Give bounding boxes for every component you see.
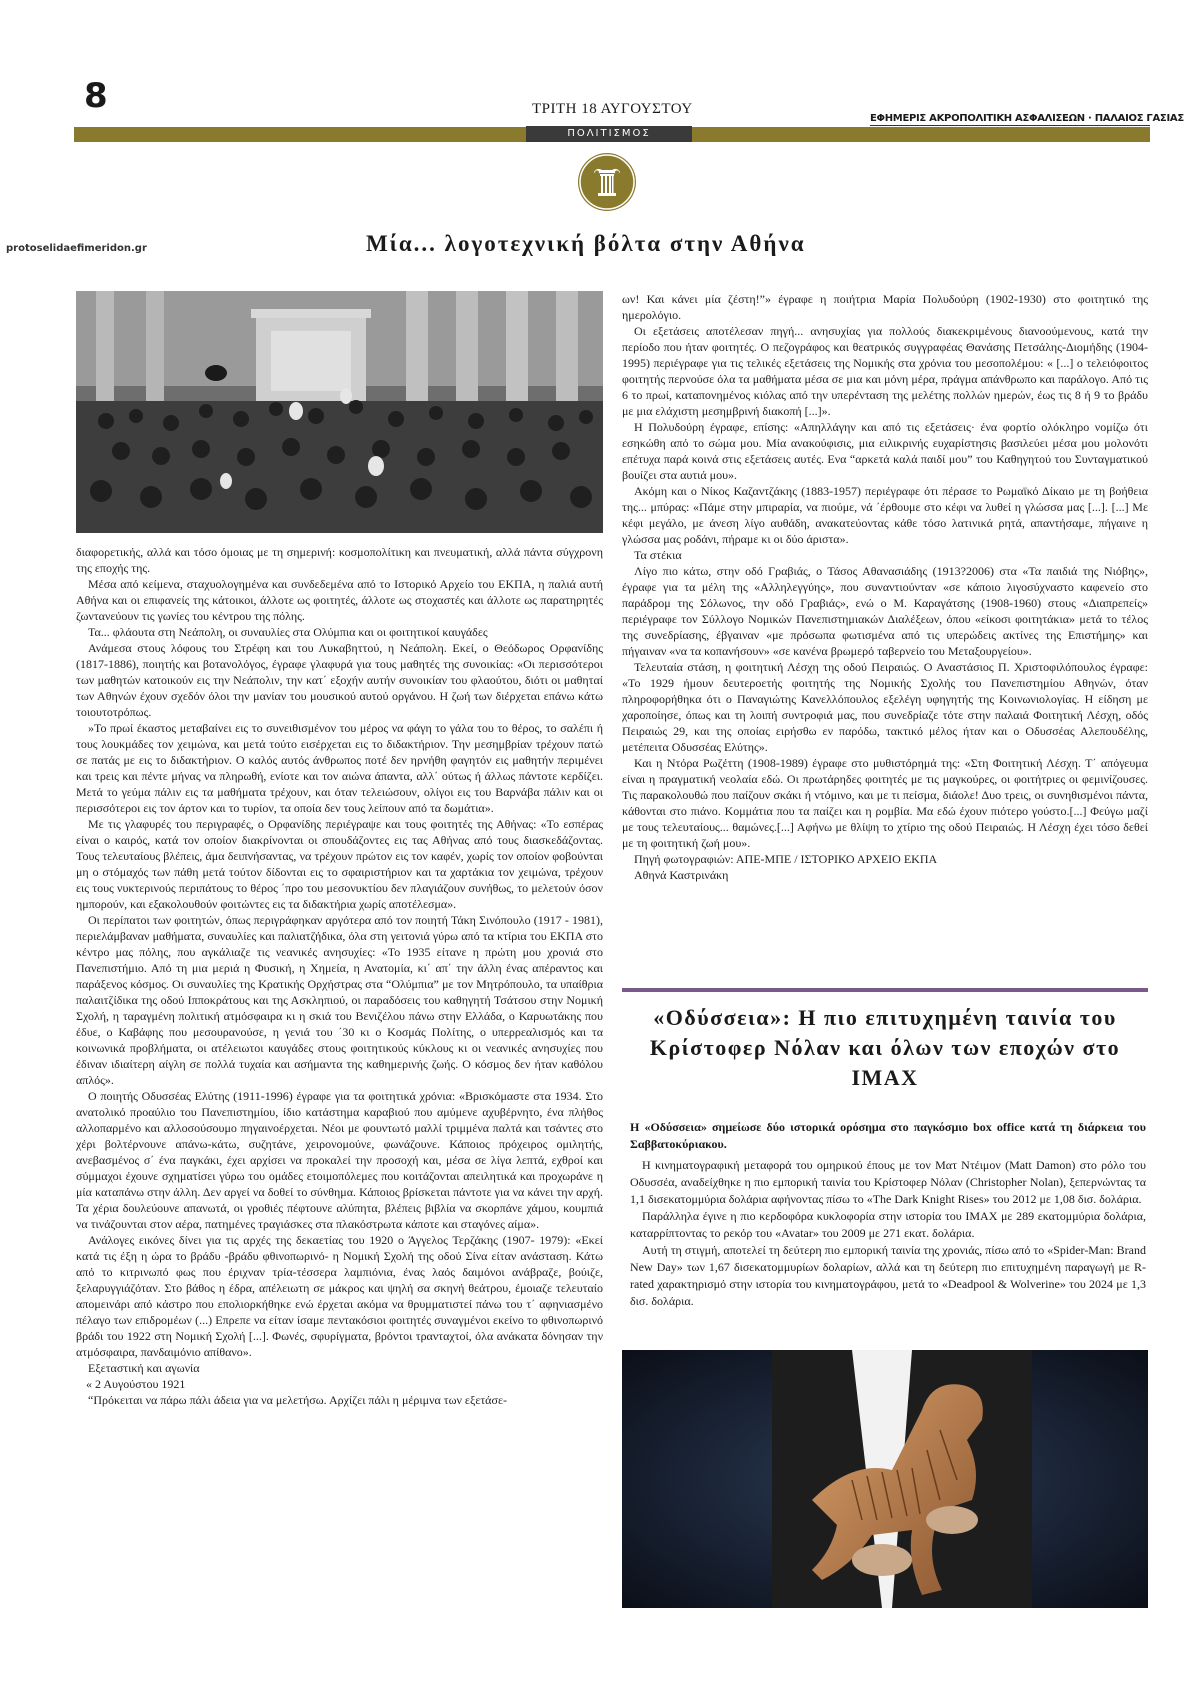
article-right-column xyxy=(622,291,1148,985)
trojan-horse-photo xyxy=(622,1350,1148,1608)
photo-credit: Πηγή φωτογραφιών: ΑΠΕ-ΜΠΕ / ΙΣΤΟΡΙΚΟ ΑΡΧΕΙΟ ΕΚΠΑ xyxy=(634,852,938,866)
paragraph: Και η Ντόρα Ρωζέττη (1908-1989) έγραφε στο μυθιστόρημά της: «Στη Φοιτητική Λέσχη. Τ΄ απόγευμα είναι η πραγματική νεολαία εδώ. Οι πρωτάρηδες φοιτητές με τις μαγκούρες, οι φοιτήτριες οι φεμινίζουσες. Τις παρακολουθώ που παίζουν σκάκι ή ντόμινο, και με τι πείσμα, διάολε! Δυο τρεις, οι συνηθισμένοι πάντα, κάθονται στο πιάνο. Κομμάτια που τα παίζει και η ρομβία. Μα εδώ έχουν πιότερο γούστο.[...] Φεύγω μαζί με τους τελευταίους... θαμώνες.[...] Αφήνω με θλίψη το χτίριο της οδού Πειραιώς. Η Λέσχη έχει τόσο δεθεί με τη φοιτητική ζωή μου». xyxy=(622,756,1148,850)
paragraph: “Πρόκειται να πάρω πάλι άδεια για να μελετήσω. Αρχίζει πάλι η μέριμνα των εξετάσε- xyxy=(88,1393,507,1407)
film-article-body xyxy=(630,1157,1146,1310)
paragraph: ων! Και κάνει μία ζέστη!”» έγραφε η ποιήτρια Μαρία Πολυδούρη (1902-1930) στο φοιτητικό της ημερολόγιο. xyxy=(622,292,1148,322)
paragraph: »Το πρωί έκαστος μεταβαίνει εις το συνειθισμένον του μέρος να φάγη το γάλα του το θέρος, το σαλέπι ή τους λουκμάδες τον χειμώνα, και μετά τούτο εισέρχεται εις το διδακτήριον. Την μεσημβρίαν τρέχουν πατώ σε πατάς με εις το διδακτήριον. Ο καλός αυτός άνθρωπος ποτέ δεν ηρνήθη φαγητόν εις μαθητήν περιμένει και τρεις και πέντε μήνας να πληρωθή, ενίοτε και τον αιώνα άπαντα, αλλ΄ ούτως ή άλλως πάντοτε κερδίζει. Μετά το γεύμα πάλιν εις τα μαθήματα τρέχουν, και όταν τελειώσουν, ολίγοι εις του Βαρνάβα πάλιν και οι περισσότεροι εις τον άρτον και το τυρίον, τα οποία δεν τους λείπουν από τα δωμάτια». xyxy=(76,721,603,815)
paragraph: Οι περίπατοι των φοιτητών, όπως περιγράφηκαν αργότερα από τον ποιητή Τάκη Σινόπουλο (1917 - 1981), περιελάμβαναν μαθήματα, συναυλίες και παλιατζήδικα, όλα στη γειτονιά γύρω από τα κτίρια του ΕΚΠΑ στο κέντρο μας πόλης, που αγκάλιαζε τις νεανικές ανησυχίες: «Το 1935 είτανε η πρώτη μου χρονιά στο Πανεπιστήμιο. Από τη μια μεριά η Φυσική, η Χημεία, η Ανατομία, κι΄ απ΄ την άλλη ένας απέραντος και παράξενος κόσμος. Οι συναυλίες της Κρατικής Ορχήστρας στα “Ολύμπια” με τον Μητρόπουλο, τα υπαίθρια παλαιτζίδικα της οδού Ιπποκράτους και της Ασκληπιού, οι παραδόσεις του καθηγητή Τσάτσου στην Νομική Σχολή, η ταραγμένη πολιτική ατμόσφαιρα κι η σκιά του Βενιζέλου πάνω στην Ελλάδα, ο Καρυωτάκης που έδυε, ο Καβάφης που μεσουρανούσε, η γενιά του ΄30 κι ο Κοσμάς Πολίτης, ο υπερρεαλισμός και τα κοινωνικά προβλήματα, οι ατέλειωτοι καυγάδες στους φοιτητικούς κύκλους κι οι νεανικές ανησυχίες που έδιναν ιδιαίτερη αίγλη σε πολλά τυχαία και ασήμαντα της καθημερινής ζωής. Ο κόσμος δεν ήταν καθόλου απλός». xyxy=(76,913,603,1087)
issue-date: ΤΡΙΤΗ 18 ΑΥΓΟΥΣΤΟΥ xyxy=(532,101,693,117)
paragraph: Η κινηματογραφική μεταφορά του ομηρικού έπους με τον Ματ Ντέιμον (Matt Damon) στο ρόλο του Οδυσσέα, αναδείχθηκε η πιο εμπορική ταινία του Κρίστοφερ Νόλαν (Christopher Nolan), ξεπερνώντας τα 1,1 δισεκατομμύρια δολάρια αφήνοντας πίσω το «The Dark Knight Rises» του 2012 με 1,08 δισ. δολάρια. xyxy=(630,1158,1146,1206)
paragraph: Λίγο πιο κάτω, στην οδό Γραβιάς, ο Τάσος Αθανασιάδης (1913?2006) στα «Τα παιδιά της Νιόβης», έγραφε για τα μέλη της «Αλληλεγγύης», που συναντιούνταν «σε κάποιο λιγοσύχναστο καφενείο στο παράδρομ της Σόλωνος, την οδό Γραβιάς», ενώ ο Μ. Καραγάτσης (1908-1960) στους «Διαπρεπείς» περιέγραφε τον Σύλλογο Νομικών Πανεπιστημιακών Διαλέξεων, όπου «είκοσι φοιτητάκια» μετά το τέλος της συνεδρίασης, έβγαιναν «με πρόσωπα φωτισμένα από τις υπερώδεις ακτίνες της Επιστήμης» και πήγαιναν «να τα κοπανήσουν» «σε κανένα βρωμερό ταβερνείο του Μεταξουργείου». xyxy=(622,564,1148,658)
paragraph: Οι εξετάσεις αποτέλεσαν πηγή... ανησυχίας για πολλούς διακεκριμένους διανοούμενους, κατά την περίοδο που ήταν φοιτητές. Ο πεζογράφος και θεατρικός συγγραφέας Θανάσης Πετσάλης-Διομήδης (1904-1995) περιέγραφε για τις τελικές εξετάσεις της Νομικής στα χρόνια του μεσοπολέμου: « [...] ο τελειόφοιτος φοιτητής περνούσε όλα τα μαθήματα μέσα σε μια και μόνη μέρα, πράγμα απάνθρωπο και παράλογο. Από τις 6 το πρωί, καταπονημένος κιόλας από την υπερένταση της μελέτης πολλών ημερών, έως τις 8 ή 9 το βράδυ με μια ελάχιστη μεσημβρινή διακοπή [...]». xyxy=(622,324,1148,418)
article-title: Μία... λογοτεχνική βόλτα στην Αθήνα xyxy=(366,231,806,256)
paragraph: Μέσα από κείμενα, σταχυολογημένα και συνδεδεμένα από το Ιστορικό Αρχείο του ΕΚΠΑ, η παλιά αυτή Αθήνα και οι επιφανείς της κάτοικοι, άλλοτε ως φοιτητές, άλλοτε ως στοχαστές και άλλοτε ως παρατηρητές ζωντανεύουν τις γωνίες του κέντρου της πόλης. xyxy=(76,577,603,623)
paragraph: Η Πολυδούρη έγραφε, επίσης: «Απηλλάγην και από τις εξετάσεις· ένα φορτίο ολόκληρο νομίζω ότι εσηκώθη από το σώμα μου. Μία ανακούφισις, μια ειλικρινής ευχαρίστησις βασιλεύει μέσα μου μολονότι επέτυχα παρά κοινά στις εξετάσεις αυτές. Ενα “αρκετά καλά παιδί μου” του Καθηγητού του Συνταγματικού βουίζει στα αυτιά μου». xyxy=(622,420,1148,482)
paragraph: Ακόμη και ο Νίκος Καζαντζάκης (1883-1957) περιέγραφε ότι πέρασε το Ρωμαϊκό Δίκαιο με τη βοήθεια της... μπύρας: «Πάμε στην μπιραρία, να πιούμε, νά ΄έρθουμε στο κέφι να λυθεί η γλώσσα μας [...]. [...] Με κέφι μεγάλο, με άνεση λίγο αυθάδη, ανακατεύοντας κάθε τόσο λατινικά ρητά, απαντήσαμε, πήγαινε η γλώσσα μας ροδάνι, πήραμε κι οι δύο άριστα». xyxy=(622,484,1148,546)
subheading: Εξεταστική και αγωνία xyxy=(88,1361,200,1375)
paragraph: Με τις γλαφυρές του περιγραφές, ο Ορφανίδης περιέγραψε και τους φοιτητές της Αθήνας: «Το εσπέρας είναι ο καιρός, κατά τον οποίον διακρίνονται οι σπουδάζοντες εις τας Αθήνας από τους διασκεδάζοντας. Τους τελευταίους βλέπεις, άμα δειπνήσαντας, να τρέχουν πρώτον εις τον καφέν, χωρίς τον οποίον φοβούνται μη ο στόμαχός των πάθη μετά τούτον δίδονται εις το σφαιριστήριον και τα χαρτάκια τον χειμώνα, τρέχουν εις τους νυκτερινούς περιπάτους το θέρος ΄προ του μεσονυκτίου δεν πλαγιάζουν συνήθως, το μελετούν όσον ημπορούν, και εξακολουθούν φοιτώντες εις τα διδακτήρια χωρίς αποτέλεσμα». xyxy=(76,817,603,911)
article-divider xyxy=(622,988,1148,992)
film-article-lead: Η «Οδύσσεια» σημείωσε δύο ιστορικά ορόσημα στο παγκόσμιο box office κατά τη διάρκεια του Σαββατοκύριακου. xyxy=(630,1120,1146,1151)
paragraph: Αυτή τη στιγμή, αποτελεί τη δεύτερη πιο εμπορική ταινία της χρονιάς, πίσω από το «Spider-Man: Brand New Day» των 1,67 δισεκατομμυρίων δολαρίων, αλλά και τη δεύτερη πιο επιτυχημένη παραγωγή με R-rated χαρακτηρισμό στην ιστορία του κινηματογράφου, μετά το «Deadpool & Wolverine» του 2024 με 1,3 δισ. δολάρια. xyxy=(630,1243,1146,1308)
paragraph: Παράλληλα έγινε η πιο κερδοφόρα κυκλοφορία στην ιστορία του IMAX με 289 εκατομμύρια δολάρια, καταρρίπτοντας το ρεκόρ του «Avatar» του 2009 με 271 εκατ. δολάρια. xyxy=(630,1209,1146,1240)
paragraph: διαφορετικής, αλλά και τόσο όμοιας με τη σημερινή: κοσμοπολίτικη και πνευματική, αλλά πάντα σύγχρονη της εποχής της. xyxy=(76,545,603,575)
site-watermark: protoselidaefimeridon.gr xyxy=(6,243,147,254)
ionic-column-icon xyxy=(578,153,636,211)
paragraph: Ανάμεσα στους λόφους του Στρέφη και του Λυκαβηττού, η Νεάπολη. Εκεί, ο Θεόδωρος Ορφανίδης (1817-1886), ποιητής και βοτανολόγος, έγραφε γλαφυρά για τους μαθητές της συνοικίας: «Οι περισσότεροι των μαθητών κατοικούν εις την Νεάπολιν, την κατ΄ εξοχήν αυτήν συνοικίαν του φλαούτου, διότι οι μαθηταί των Αθηνών έχουν σχεδόν όλοι την μανίαν του μουσικού αυτού οργάνου. Η ζωή των διέρχεται επάνω κάτω τοιουτοτρόπως. xyxy=(76,641,603,719)
historic-crowd-photo xyxy=(76,291,603,533)
subheading: Τα... φλάουτα στη Νεάπολη, οι συναυλίες στα Ολύμπια και οι φοιτητικοί καυγάδες xyxy=(88,625,488,639)
author-byline: Αθηνά Καστρινάκη xyxy=(634,868,729,882)
section-label: ΠΟΛΙΤΙΣΜΟΣ xyxy=(526,126,692,142)
newspaper-masthead: ΕΦΗΜΕΡΙΣ ΑΚΡΟΠΟΛΙΤΙΚΗ ΑΣΦΑΛΙΣΕΩΝ · ΠΑΛΑΙΟΣ ΓΑΣΙΑΣ xyxy=(870,113,1184,124)
paragraph: Τελευταία στάση, η φοιτητική Λέσχη της οδού Πειραιώς. Ο Αναστάσιος Π. Χριστοφιλόπουλος έγραφε: «Το 1929 ήμουν δευτεροετής φοιτητής της Νομικής Σχολής του Πανεπιστημίου Αθηνών, όταν πληροφορήθηκα ότι ο Παναγιώτης Κανελλόπουλος εξελέγη υφηγητής της Κοινωνιολογίας. Η είδηση με χαροποίησε, όπως και τη λοιπή συντροφιά μας, που συνεδρίαζε τότε στην παλαιά Φοιτητική Λέσχη, οδός Πειραιώς 29, και της οποίας ειρήσθω εν παρόδω, τακτικό μέλος ήταν και ο Οδυσσέας Αλεπουδέλης, μετέπειτα Οδυσσέας Ελύτης». xyxy=(622,660,1148,754)
film-article-title: «Οδύσσεια»: Η πιο επιτυχημένη ταινία του Κρίστοφερ Νόλαν και όλων των εποχών στο IMAX xyxy=(649,1005,1121,1090)
page-number: 8 xyxy=(84,76,107,116)
subheading: Τα στέκια xyxy=(634,548,682,562)
article-left-column xyxy=(76,544,603,1602)
paragraph: Ανάλογες εικόνες δίνει για τις αρχές της δεκαετίας του 1920 ο Άγγελος Τερζάκης (1907- 1979): «Εκεί κατά τις έξη η ώρα το βράδυ -βράδυ φθινοπωρινό- η Νομική Σχολή της οδού Σίνα είταν ανάσταση. Κάτω από το κιτρινωπό φως που έριχναν τρία-τέσσερα λαμπιόνια, ένας λαός δαιμόνοι ανάβραζε, βούιζε, ξελαρυγγιάζόταν. Στο βάθος η έδρα, απέλειωτη σε μάκρος και ψηλή σα σκηνή θεάτρου, έμοιαζε τελευταίο απομεινάρι από κάστρο που επολιορκήθηκε ενώ έρχεται ακόμα να θρυμματιστεί πάνω του τ΄ αφηνιασμένο πέλαγο των επιδρομέων (...) Επρεπε να είταν ίσαμε πεντακόσιοι φοιτητές συναγμένοι εκείνο το φθινοπωρινό βράδι του 1922 στη Νομική Σχολή [...]. Φωνές, σφυρίγματα, βρόντοι τρανταχτοί, όλα ανάκατα δόνησαν την ατμόσφαιρα, πανδαιμόνιο απίθανο». xyxy=(76,1233,603,1359)
diary-date: « 2 Αυγούστου 1921 xyxy=(86,1377,186,1391)
paragraph: Ο ποιητής Οδυσσέας Ελύτης (1911-1996) έγραφε για τα φοιτητικά χρόνια: «Βρισκόμαστε στα 1934. Στο ανατολικό προαύλιο του Πανεπιστημίου, ίδιο κατάστημα καραβιού που αμύμενε αχυβέρνητο, ένα πλήθος αλλοπαρμένο και αλλοσούσουμο πηγαινοέρχεται. Νέοι με φουντωτό μαλλί τριμμένα παλτά και τσάντες στο χέρι βολτέρνουνε απάνω-κάτω, συζητάνε, χειρονομούνε, φωνάζουνε. Κάποιος πρόχειρος ομιλητής, ανεβασμένος σ΄ ένα παγκάκι, έχει αρχίσει να προκαλεί την προσοχή και, μέσα σε λίγα λεπτά, εχθροί και σύμμαχοι έχουνε σχηματίσει γύρω του ομάδες ετοιμοπόλεμες που κοιτάζονται απειλητικά και προχωράνε η μία καταπάνω στην άλλη. Δεν αργεί να δοθεί το σύνθημα. Κάποιος βρίσκεται πάντοτε για να κάνει την αρχή. Τα χέρια δουλεύουνε απανωτά, οι γροθιές πέφτουνε αλύπητα, βλέπεις βιβλία να σκορπάνε χάμου, κουμπιά να τινάζουνται στον αέρα, πατημένες τραγιάσκες στα πλακόστρωτα κάποτε και σταγόνες αίμα». xyxy=(76,1089,603,1231)
